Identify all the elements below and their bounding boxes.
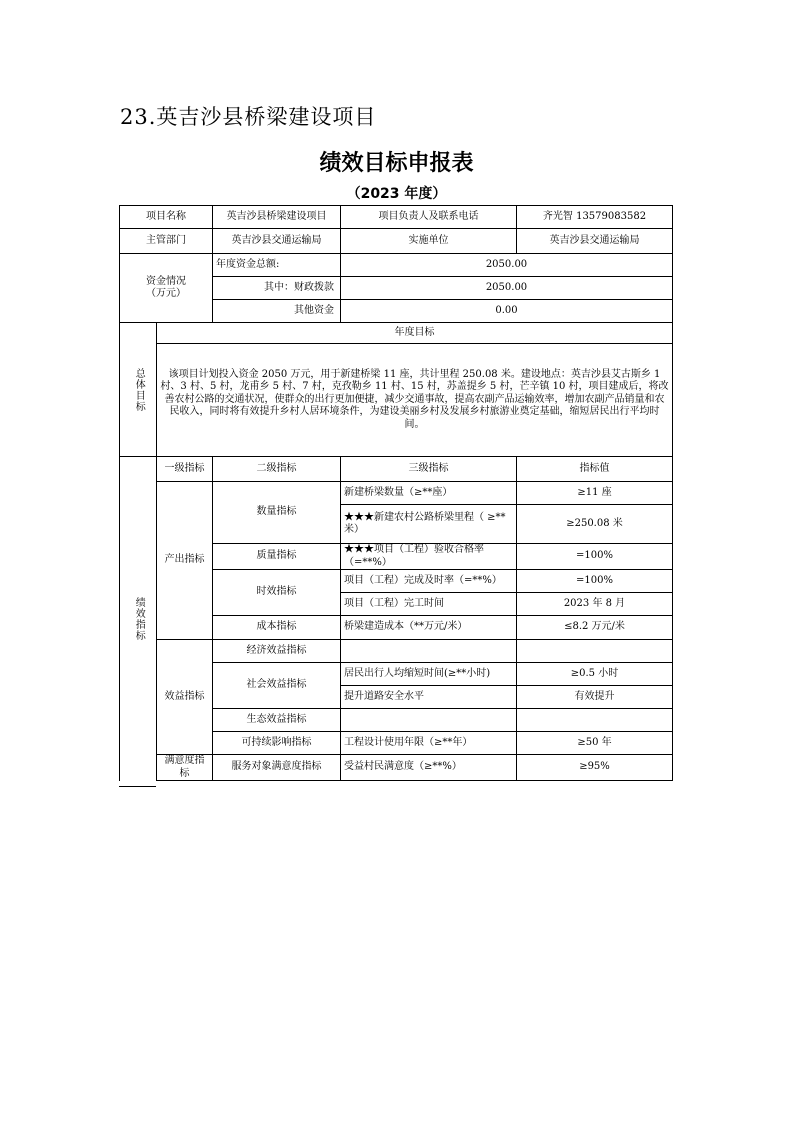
indicator-value: ≥250.08 米 — [517, 505, 673, 544]
funds-label — [120, 254, 213, 323]
indicator-header-row — [120, 457, 673, 482]
funds-other-label: 其他资金 — [213, 300, 341, 323]
level2-cost: 成本指标 — [213, 616, 341, 640]
funds-total-value: 2050.00 — [341, 254, 673, 277]
funds-fiscal-label: 其中：财政拨款 — [213, 277, 341, 300]
level2-social: 社会效益指标 — [213, 663, 341, 709]
table-row — [120, 482, 673, 505]
indicator-value: ≥0.5 小时 — [517, 663, 673, 686]
indicator-name: 项目（工程）完成及时率（=**%） — [341, 570, 517, 593]
indicator-value — [517, 640, 673, 663]
overall-goal-side-label — [120, 323, 157, 457]
project-name-row — [120, 206, 673, 229]
bottom-rule — [119, 786, 156, 787]
project-name-label: 项目名称 — [120, 206, 213, 229]
funds-total-label: 年度资金总额: — [213, 254, 341, 277]
level1-output: 产出指标 — [157, 482, 213, 640]
contact-label: 项目负责人及联系电话 — [341, 206, 517, 229]
header-level2: 二级指标 — [213, 457, 341, 482]
header-level3: 三级指标 — [341, 457, 517, 482]
form-year: （2023 年度） — [346, 186, 447, 202]
implementing-unit-label: 实施单位 — [341, 229, 517, 254]
header-level1: 一级指标 — [157, 457, 213, 482]
funds-label-line1: 资金情况 — [146, 275, 186, 287]
indicator-value: =100% — [517, 544, 673, 570]
indicator-value: ≥95% — [517, 755, 673, 781]
indicator-name: ★★★新建农村公路桥梁里程（ ≥**米） — [341, 505, 517, 544]
goal-header-row — [120, 323, 673, 344]
indicator-name: 新建桥梁数量（≥**座） — [341, 482, 517, 505]
level1-benefit: 效益指标 — [157, 640, 213, 755]
level1-satisfaction: 满意度指标 — [157, 755, 213, 781]
department-value: 英吉沙县交通运输局 — [213, 229, 341, 254]
indicator-value: ≤8.2 万元/米 — [517, 616, 673, 640]
indicator-value: =100% — [517, 570, 673, 593]
indicator-value: ≥11 座 — [517, 482, 673, 505]
indicator-name: 项目（工程）完工时间 — [341, 593, 517, 616]
level2-service-satisfaction: 服务对象满意度指标 — [213, 755, 341, 781]
funds-total-row — [120, 254, 673, 277]
form-title: 绩效目标申报表 — [319, 151, 474, 176]
table-row — [120, 755, 673, 781]
indicator-name: 受益村民满意度（≥**%） — [341, 755, 517, 781]
indicator-value: ≥50 年 — [517, 732, 673, 755]
table-row — [120, 640, 673, 663]
indicators-side-label — [120, 457, 157, 781]
level2-ecological: 生态效益指标 — [213, 709, 341, 732]
level2-quantity: 数量指标 — [213, 482, 341, 544]
level2-sustainable: 可持续影响指标 — [213, 732, 341, 755]
performance-goal-table — [119, 205, 673, 781]
funds-other-value: 0.00 — [341, 300, 673, 323]
indicator-name: ★★★项目（工程）验收合格率 （=**%） — [341, 544, 517, 570]
overall-goal-side-text: 总体目标 — [133, 367, 145, 412]
level2-quality: 质量指标 — [213, 544, 341, 570]
implementing-unit-value: 英吉沙县交通运输局 — [517, 229, 673, 254]
level2-timeliness: 时效指标 — [213, 570, 341, 616]
funds-fiscal-value: 2050.00 — [341, 277, 673, 300]
department-row — [120, 229, 673, 254]
level2-economic: 经济效益指标 — [213, 640, 341, 663]
funds-label-line2: （万元） — [146, 288, 186, 299]
indicator-name: 提升道路安全水平 — [341, 686, 517, 709]
indicator-value — [517, 709, 673, 732]
document-heading: 23.英吉沙县桥梁建设项目 — [120, 105, 377, 129]
header-value: 指标值 — [517, 457, 673, 482]
indicator-value: 有效提升 — [517, 686, 673, 709]
annual-goal-header: 年度目标 — [157, 323, 673, 344]
indicator-name: 居民出行人均缩短时间(≥**小时) — [341, 663, 517, 686]
project-name-value: 英吉沙县桥梁建设项目 — [213, 206, 341, 229]
indicator-name: 工程设计使用年限（≥**年） — [341, 732, 517, 755]
indicators-side-text: 绩效指标 — [133, 596, 145, 641]
indicator-name — [341, 709, 517, 732]
contact-value: 齐光智 13579083582 — [517, 206, 673, 229]
annual-goal-text: 该项目计划投入资金 2050 万元，用于新建桥梁 11 座，共计里程 250.08 米。建设地点：英吉沙县艾古斯乡 1 村、3 村、5 村，龙甫乡 5 村、7 村，克孜勒乡 11 村、15 村，苏盖提乡 5 村，芒辛镇 10 村，项目建成后，将改善农村公路的交通状况，使群众的出行更加便捷，减少交通事故，提高农副产品运输效率，增加农副产品销量和农民收入，同时将有效提升乡村人居环境条件，为建设美丽乡村及发展乡村旅游业奠定基础，缩短居民出行平均时间。 — [157, 344, 673, 457]
indicator-name: 桥梁建造成本（**万元/米） — [341, 616, 517, 640]
indicator-value: 2023 年 8 月 — [517, 593, 673, 616]
goal-text-row — [120, 344, 673, 457]
indicator-name — [341, 640, 517, 663]
department-label: 主管部门 — [120, 229, 213, 254]
